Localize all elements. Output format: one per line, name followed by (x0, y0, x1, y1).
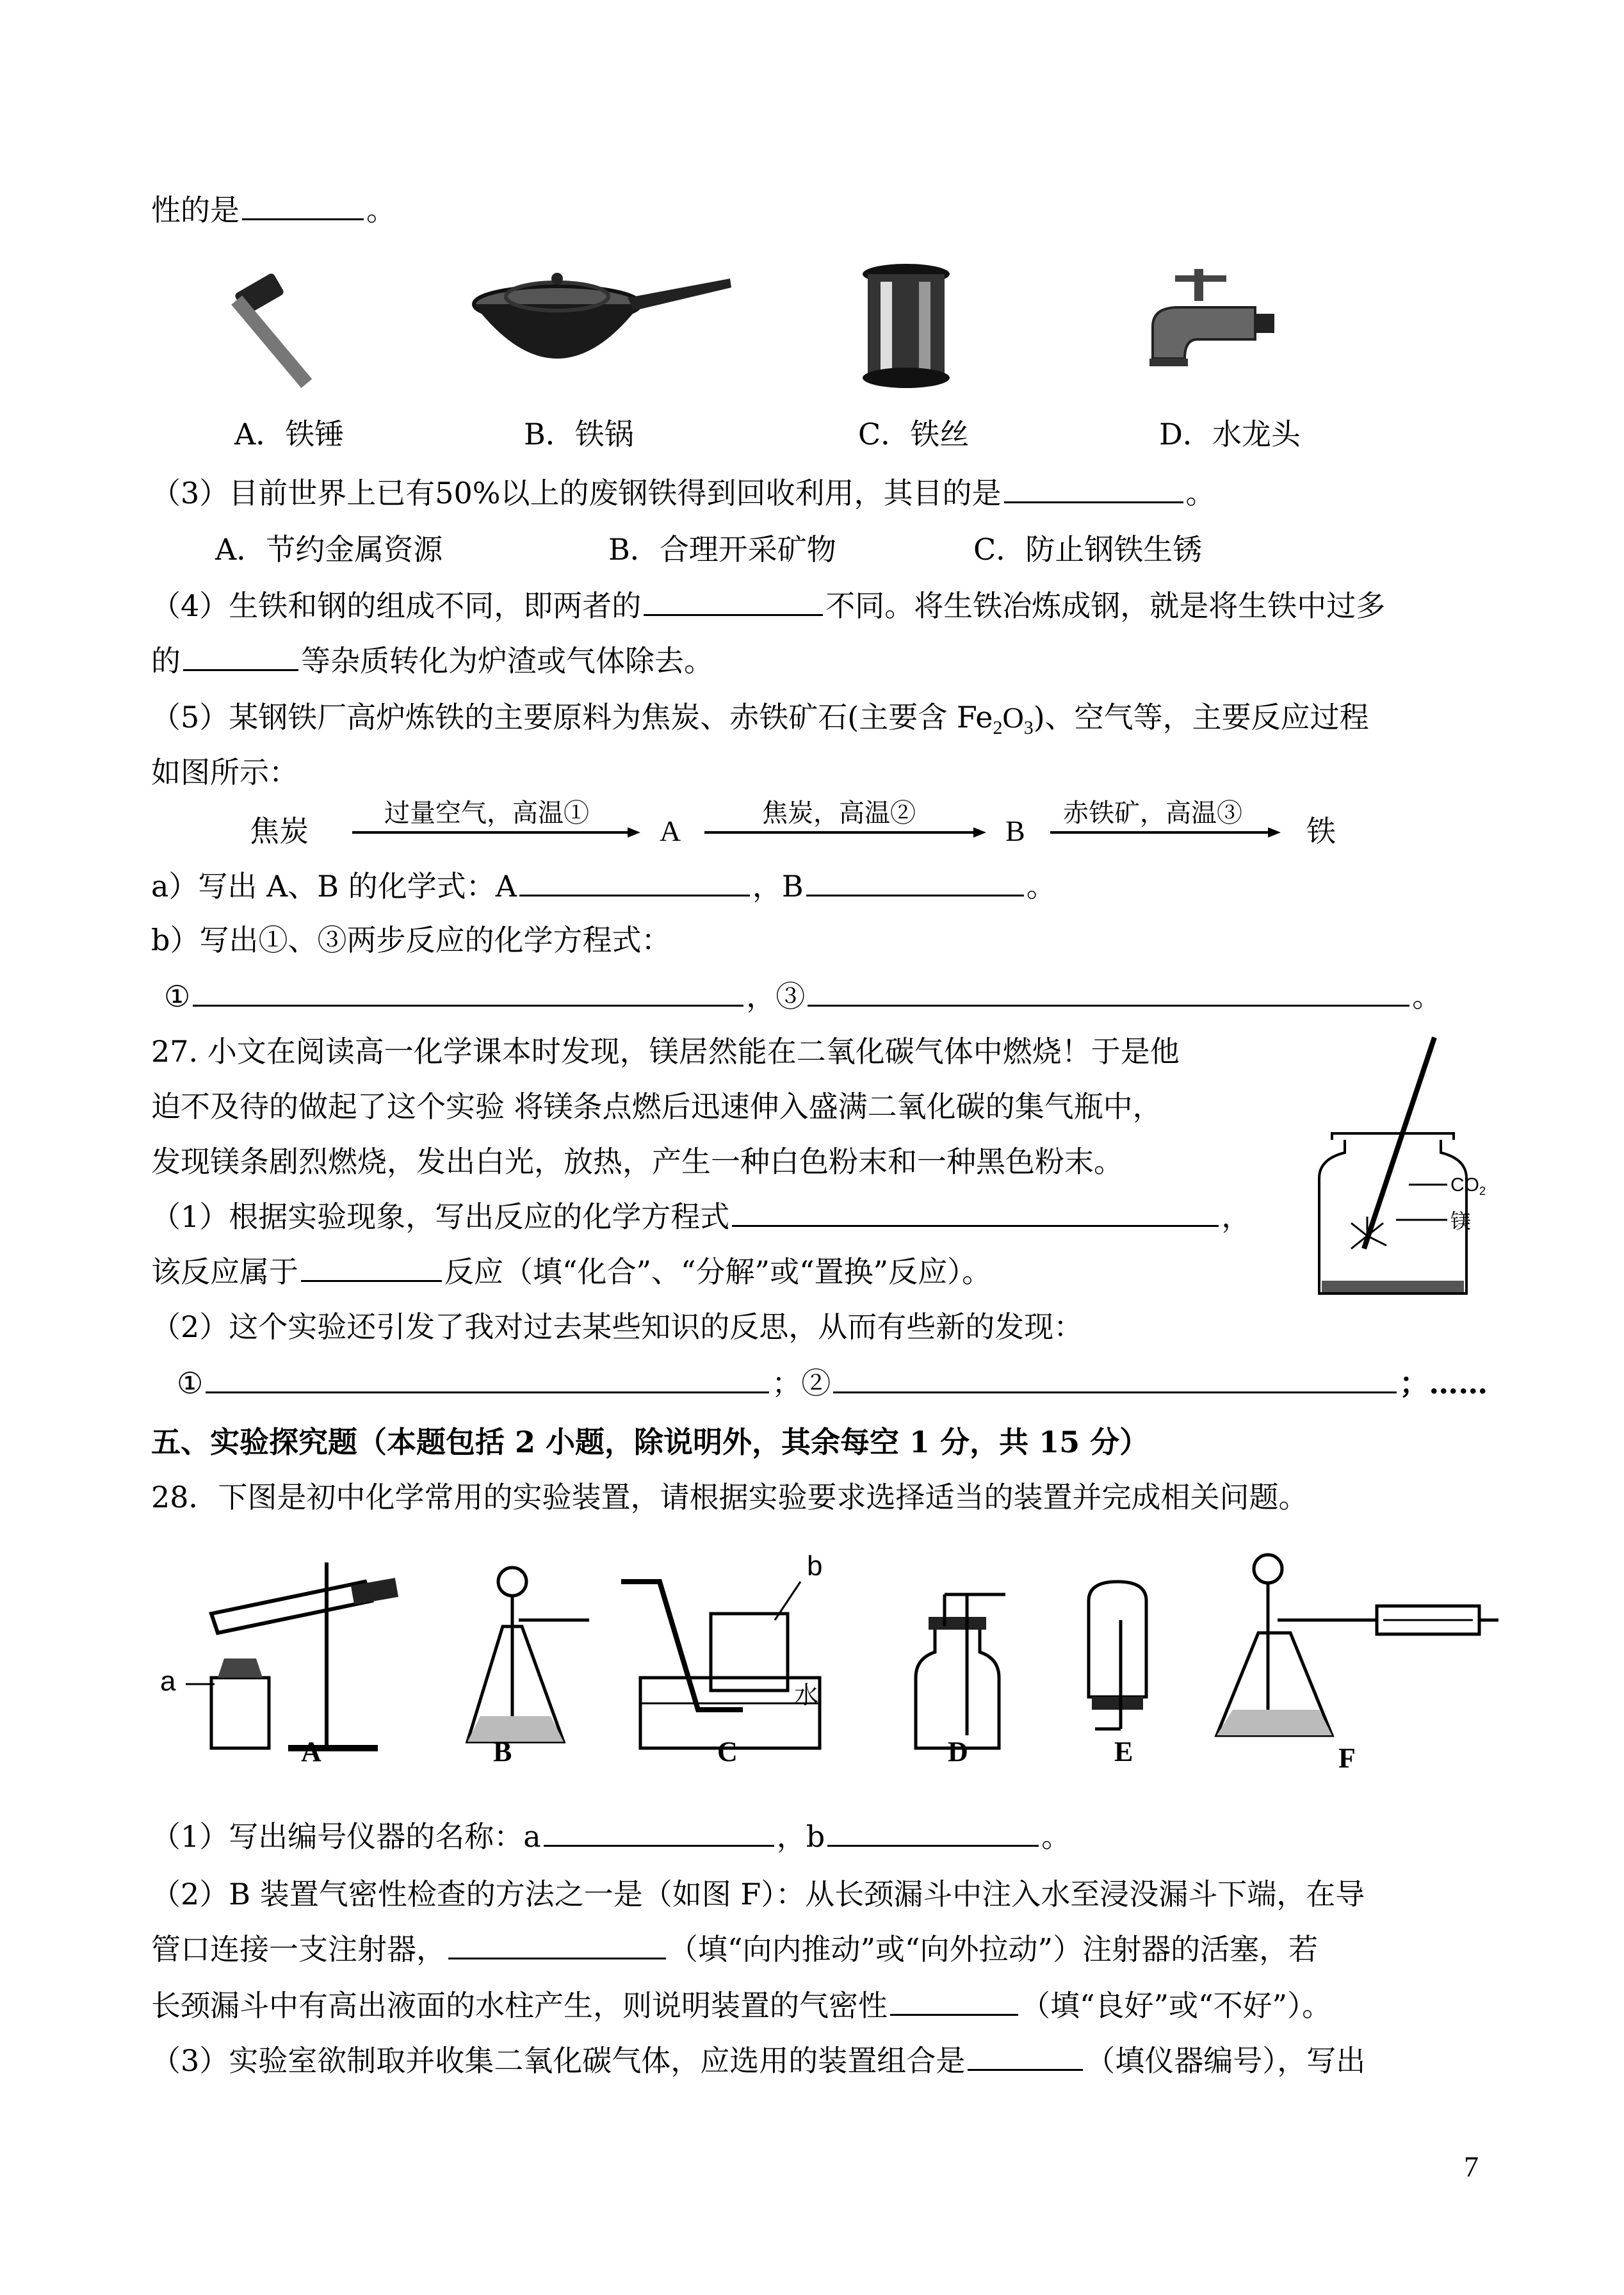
label-b: b (807, 1550, 823, 1582)
q4-blank-1[interactable] (644, 588, 823, 616)
period: 。 (366, 193, 396, 227)
q27-line1: 27. 小文在阅读高一化学课本时发现，镁居然能在二氧化碳气体中燃烧！于是他 (151, 1034, 1180, 1069)
q28-combo-blank[interactable] (968, 2043, 1083, 2071)
q5-text-b: )、空气等，主要反应过程 (1033, 700, 1369, 734)
apparatus-a-figure (160, 1562, 429, 1767)
q4-blank-2[interactable] (183, 644, 298, 671)
q27-line3: 发现镁条剧烈燃烧，发出白光，放热，产生一种白色粉末和一种黑色粉末。 (151, 1144, 1123, 1179)
apparatus-c-figure (615, 1550, 884, 1767)
apparatus-label-e: E (1114, 1736, 1133, 1767)
q28-stem: 28．下图是初中化学常用的实验装置，请根据实验要求选择适当的装置并完成相关问题。 (151, 1480, 1308, 1514)
q28-p2-line1: （2）B 装置气密性检查的方法之一是（如图 F）：从长颈漏斗中注入水至浸没漏斗下端，在导 (151, 1877, 1365, 1911)
period: 。 (1026, 869, 1056, 904)
flow-step1-label: 过量空气，高温① (384, 799, 589, 828)
option-b-wok[interactable]: B．铁锅 (524, 417, 634, 451)
mg-label: 镁 (1450, 1209, 1472, 1233)
q28-p2-text-c: 长颈漏斗中有高出液面的水柱产生，则说明装置的气密性 (151, 1988, 888, 2023)
q28-p3-text-a: （3）实验室欲制取并收集二氧化碳气体，应选用的装置组合是 (151, 2043, 966, 2078)
circ-1: ① (164, 979, 191, 1014)
q4-text-b: 不同。将生铁冶炼成钢，就是将生铁中过多 (825, 588, 1386, 623)
q27-reaction-type-blank[interactable] (301, 1254, 442, 1282)
q4-text-a: （4）生铁和钢的组成不同，即两者的 (151, 588, 642, 623)
q5-a-text: a）写出 A、B 的化学式：A (151, 869, 517, 904)
q28-p1-line (151, 1819, 1071, 1854)
q4-text-c: 的 (151, 644, 181, 678)
q28-syringe-blank[interactable] (448, 1932, 666, 1959)
flow-end-iron: 铁 (1306, 814, 1336, 848)
q5-blank-b[interactable] (806, 869, 1024, 896)
equation-1-blank[interactable] (193, 979, 743, 1007)
option-d-faucet[interactable]: D．水龙头 (1159, 417, 1301, 451)
flow-arrow-2 (704, 826, 986, 839)
flow-step3-label: 赤铁矿，高温③ (1063, 799, 1242, 828)
q27-line2: 迫不及待的做起了这个实验 将镁条点燃后迅速伸入盛满二氧化碳的集气瓶中， (151, 1089, 1162, 1124)
equation-3-blank[interactable] (808, 979, 1409, 1007)
apparatus-label-c: C (717, 1736, 738, 1767)
answer-blank[interactable] (242, 193, 364, 220)
period: 。 (1041, 1819, 1071, 1854)
q3-option-b[interactable]: B．合理开采矿物 (608, 532, 836, 567)
q28-p2-text-a: 管口连接一支注射器， (151, 1932, 446, 1967)
q5-b-line: b）写出①、③两步反应的化学方程式： (151, 923, 671, 957)
apparatus-e-figure (1076, 1582, 1178, 1761)
q28-p3-line (151, 2043, 1365, 2079)
intro-tail-line (151, 192, 396, 228)
o-subscript: 3 (1023, 717, 1034, 739)
circ-1: ① (177, 1366, 204, 1400)
q27-p1-line2 (151, 1254, 991, 1290)
circ-3: ，③ (746, 979, 806, 1014)
q27-p2-line: （2）这个实验还引发了我对过去某些知识的反思，从而有些新的发现： (151, 1310, 1084, 1344)
apparatus-f-figure (1230, 1550, 1498, 1755)
q5-blank-a[interactable] (519, 869, 750, 896)
q28-p2-text-b: （填“向内推动”或“向外拉动”）注射器的活塞，若 (669, 1932, 1319, 1967)
q4-line2 (151, 643, 713, 679)
wok-image (467, 259, 736, 387)
q28-p3-text-b: （填仪器编号），写出 (1085, 2043, 1366, 2078)
q27-equation-blank[interactable] (732, 1199, 1219, 1227)
page-number: 7 (1464, 2150, 1479, 2183)
q27-p1-text3: 反应（填“化合”、“分解”或“置换”反应）。 (444, 1254, 992, 1289)
q28-p2-line3 (151, 1988, 1331, 2023)
option-c-wire[interactable]: C．铁丝 (858, 417, 970, 451)
flow-node-b: B (1005, 815, 1025, 847)
flow-arrow-3 (1050, 826, 1281, 839)
q27-p1-line (151, 1199, 1251, 1235)
q28-airtight-blank[interactable] (890, 1988, 1018, 2016)
q28-p1-sep: ，b (776, 1819, 825, 1854)
flow-step2-label: 焦炭，高温② (762, 799, 916, 828)
q27-p2-answers (177, 1365, 1488, 1401)
fe-subscript: 2 (993, 717, 1003, 739)
intro-tail-text: 性的是 (151, 193, 240, 227)
q5-line2: 如图所示： (151, 755, 298, 790)
apparatus-label-a: A (301, 1736, 321, 1767)
q5-equations-line (164, 978, 1441, 1014)
q28-blank-b[interactable] (827, 1819, 1039, 1847)
flow-start-coke: 焦炭 (250, 814, 309, 848)
wire-spool-image (855, 263, 957, 391)
label-a: a (160, 1666, 176, 1697)
flow-node-a: A (660, 815, 681, 847)
label-water: 水 (794, 1681, 819, 1709)
apparatus-label-d: D (948, 1736, 968, 1767)
period: 。 (1412, 979, 1442, 1014)
q4-text-d: 等杂质转化为炉渣或气体除去。 (301, 644, 713, 678)
q3-option-a[interactable]: A．节约金属资源 (215, 532, 443, 567)
circ-2: ；② (772, 1366, 831, 1400)
flow-arrow-1 (352, 826, 640, 839)
apparatus-b-figure (467, 1562, 596, 1767)
gas-jar-figure (1306, 1037, 1492, 1306)
co2-label: $CO_2$ (1450, 1174, 1486, 1197)
q3-stem: （3）目前世界上已有50%以上的废钢铁得到回收利用，其目的是 (151, 476, 1002, 510)
q27-p1-text2: 该反应属于 (151, 1254, 298, 1289)
q3-answer-blank[interactable] (1004, 476, 1183, 503)
apparatus-label-b: B (493, 1736, 512, 1767)
q5-line1 (151, 699, 1369, 746)
comma: ， (1221, 1199, 1251, 1234)
section-5-heading: 五、实验探究题（本题包括 2 小题，除说明外，其余每空 1 分，共 15 分） (151, 1425, 1149, 1459)
q28-blank-a[interactable] (544, 1819, 774, 1847)
apparatus-label-f: F (1338, 1742, 1356, 1774)
period: 。 (1185, 476, 1215, 510)
q5-text-a: （5）某钢铁厂高炉炼铁的主要原料为焦炭、赤铁矿石(主要含 Fe (151, 700, 993, 734)
q5-a-sep: ，B (752, 869, 804, 904)
q4-line1 (151, 588, 1385, 624)
q5-a-line (151, 868, 1056, 904)
q27-finding-1-blank[interactable] (206, 1366, 769, 1393)
option-a-hammer[interactable]: A．铁锤 (234, 417, 345, 451)
q3-stem-line (151, 475, 1215, 511)
ellipsis: ；…… (1399, 1366, 1488, 1400)
q27-finding-2-blank[interactable] (833, 1366, 1397, 1393)
q28-p2-line2 (151, 1931, 1318, 1967)
q3-option-c[interactable]: C．防止钢铁生锈 (973, 532, 1203, 567)
q28-p2-text-d: （填“良好”或“不好”）。 (1021, 1988, 1332, 2023)
q28-p1-text: （1）写出编号仪器的名称：a (151, 1819, 541, 1854)
oxygen-symbol: O (1002, 701, 1024, 734)
q27-p1-text: （1）根据实验现象，写出反应的化学方程式 (151, 1199, 730, 1234)
hammer-image (218, 263, 384, 391)
faucet-image (1140, 263, 1281, 391)
